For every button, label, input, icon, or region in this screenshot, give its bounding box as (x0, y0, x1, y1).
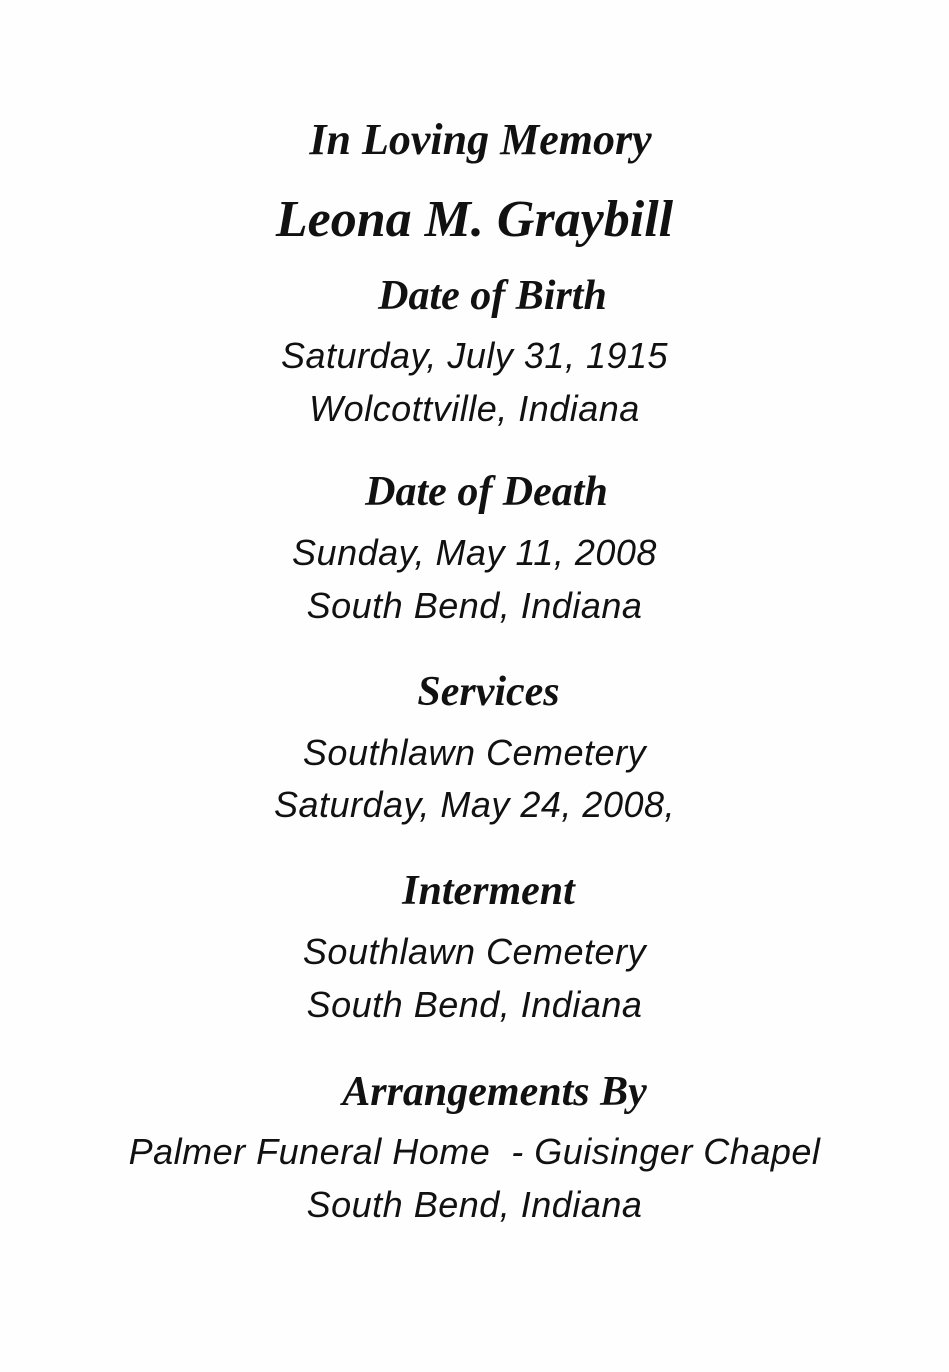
birth-place: Wolcottville, Indiana (309, 388, 640, 429)
interment-location: Southlawn Cemetery (302, 931, 647, 972)
intro-heading: In Loving Memory (309, 115, 652, 164)
birth-heading: Date of Birth (378, 273, 607, 319)
interment-heading: Interment (402, 868, 575, 914)
death-date: Sunday, May 11, 2008 (292, 532, 657, 573)
death-heading: Date of Death (365, 469, 608, 515)
decedent-name: Leona M. Graybill (275, 191, 674, 248)
arrangements-place: South Bend, Indiana (306, 1184, 643, 1225)
funeral-home: Palmer Funeral Home - Guisinger Chapel (128, 1131, 821, 1172)
birth-date: Saturday, July 31, 1915 (280, 335, 669, 376)
services-location: Southlawn Cemetery (302, 732, 647, 773)
interment-place: South Bend, Indiana (306, 984, 643, 1025)
death-place: South Bend, Indiana (306, 585, 643, 626)
services-date: Saturday, May 24, 2008, (273, 784, 676, 825)
arrangements-heading: Arrangements By (342, 1069, 647, 1115)
services-heading: Services (417, 669, 560, 715)
